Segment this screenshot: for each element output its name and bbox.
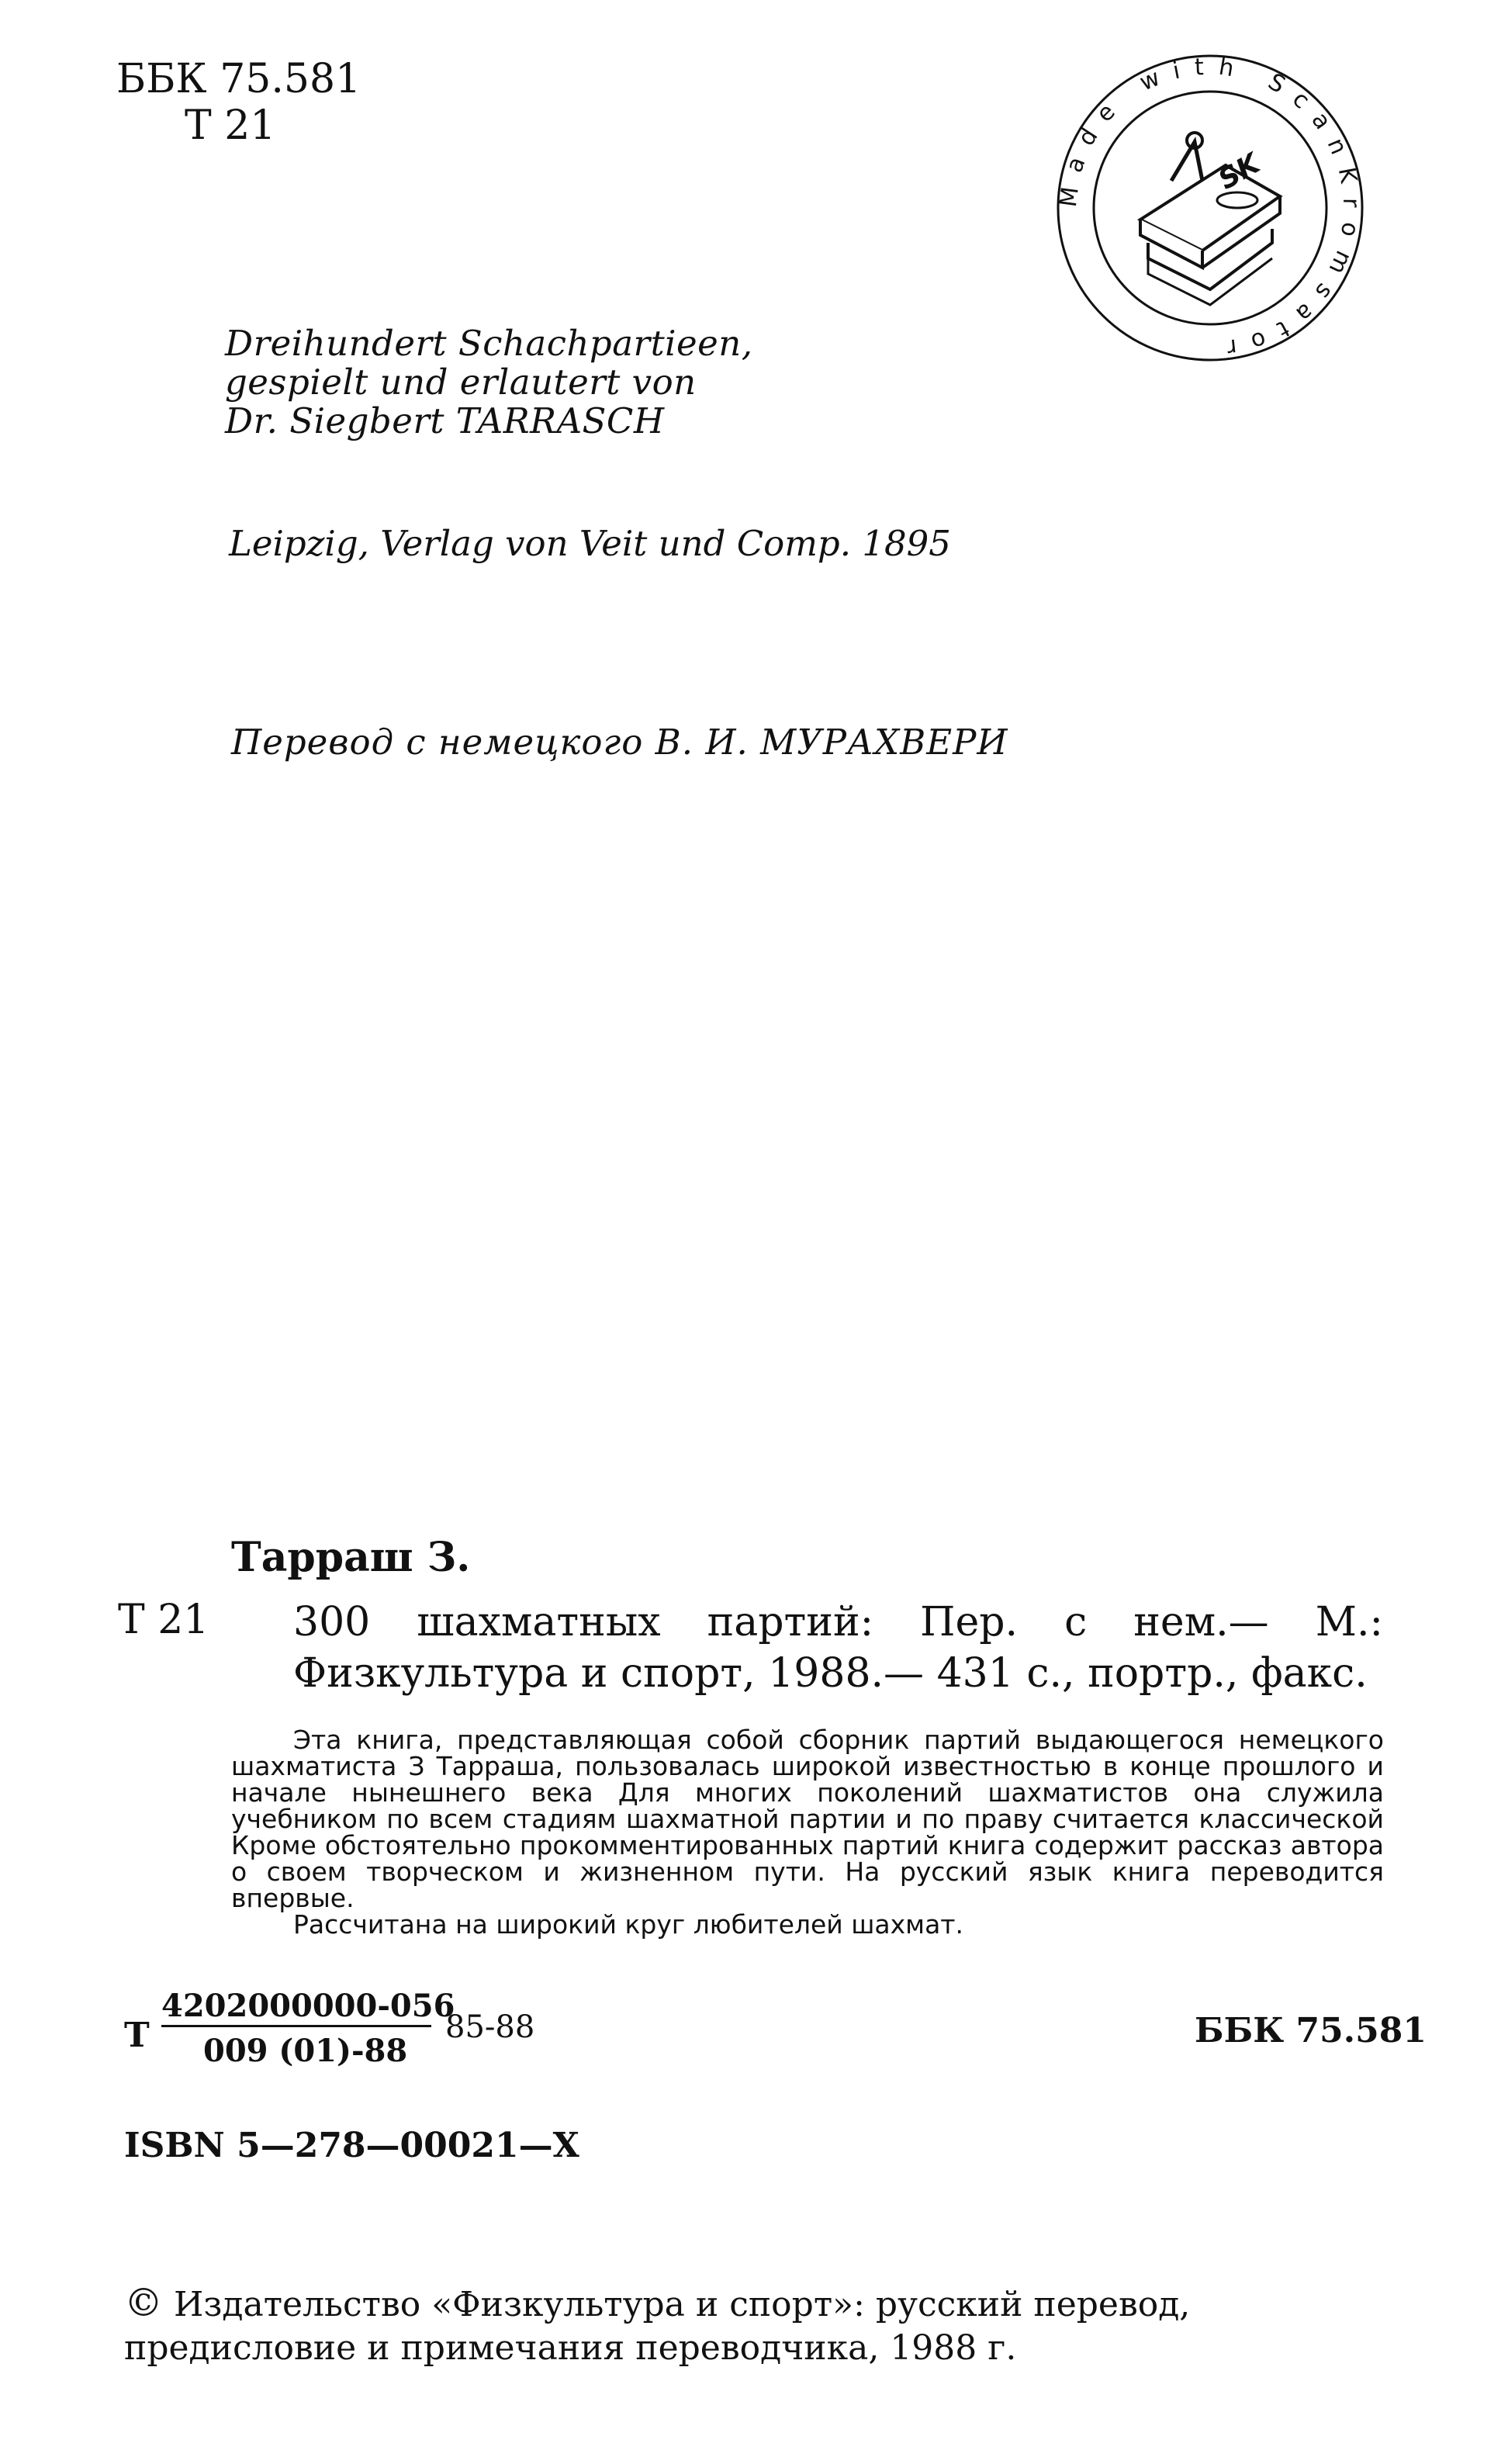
bbk-code-block	[116, 56, 361, 149]
original-author: Dr. Siegbert TARRASCH	[225, 400, 665, 441]
catalog-annotation: Эта книга, представляющая собой сборник партий выдающегося немецкого шахматиста З Тарраша, пользовалась широкой известностью в конце прошлого и начале нынешнего века Для многих поколений шахматистов она служила учебником по всем стадиям шахматной партии и по праву считается классической Кроме обстоятельно прокомментированных партий книга содержит рассказ автора о своем творческом и жизненном пути. На русский язык книга переводится впервые.	[231, 1725, 1384, 1913]
fraction-line	[161, 2025, 431, 2027]
catalog-author: Тарраш З.	[231, 1534, 471, 1581]
original-title-block	[225, 324, 753, 441]
original-publisher: Leipzig, Verlag von Veit und Comp. 1895	[229, 523, 951, 564]
book-icon	[1140, 133, 1280, 305]
stamp-center-label: SK	[1213, 147, 1266, 196]
bbk-code: ББК 75.581	[116, 56, 361, 102]
catalog-annotation-block	[231, 1727, 1384, 1938]
scankromsator-stamp-logo	[1047, 45, 1373, 371]
original-title-line-2: gespielt und erlautert von	[225, 362, 697, 403]
bbk-code-bottom: ББК 75.581	[1195, 2011, 1427, 2050]
author-mark: Т 21	[185, 102, 276, 149]
stamp-ring-text: Made with ScanKromsator	[1054, 53, 1365, 363]
catalog-audience: Рассчитана на широкий круг любителей шахмат.	[293, 1909, 964, 1940]
isbn: ISBN 5—278—00021—X	[124, 2126, 579, 2165]
catalog-description: 300 шахматных партий: Пер. с нем.— М.: Физкультура и спорт, 1988.— 431 с., портр., факс.	[293, 1599, 1383, 1697]
catalog-code: Т 21	[118, 1597, 209, 1643]
translation-credit: Перевод с немецкого В. И. МУРАХВЕРИ	[231, 722, 1008, 763]
copyright-icon: ©	[124, 2280, 163, 2325]
copyright-text: Издательство «Физкультура и спорт»: русский перевод, предисловие и примечания переводчика, 1988 г.	[124, 2285, 1191, 2368]
index-numerator: 4202000000-056	[161, 1988, 455, 2024]
index-suffix: 85-88	[445, 2009, 535, 2045]
index-denominator: 009 (01)-88	[203, 2033, 408, 2069]
index-letter: Т	[124, 2016, 150, 2055]
original-title-line-1: Dreihundert Schachpartieen,	[225, 323, 753, 364]
copyright-notice	[124, 2281, 1396, 2370]
